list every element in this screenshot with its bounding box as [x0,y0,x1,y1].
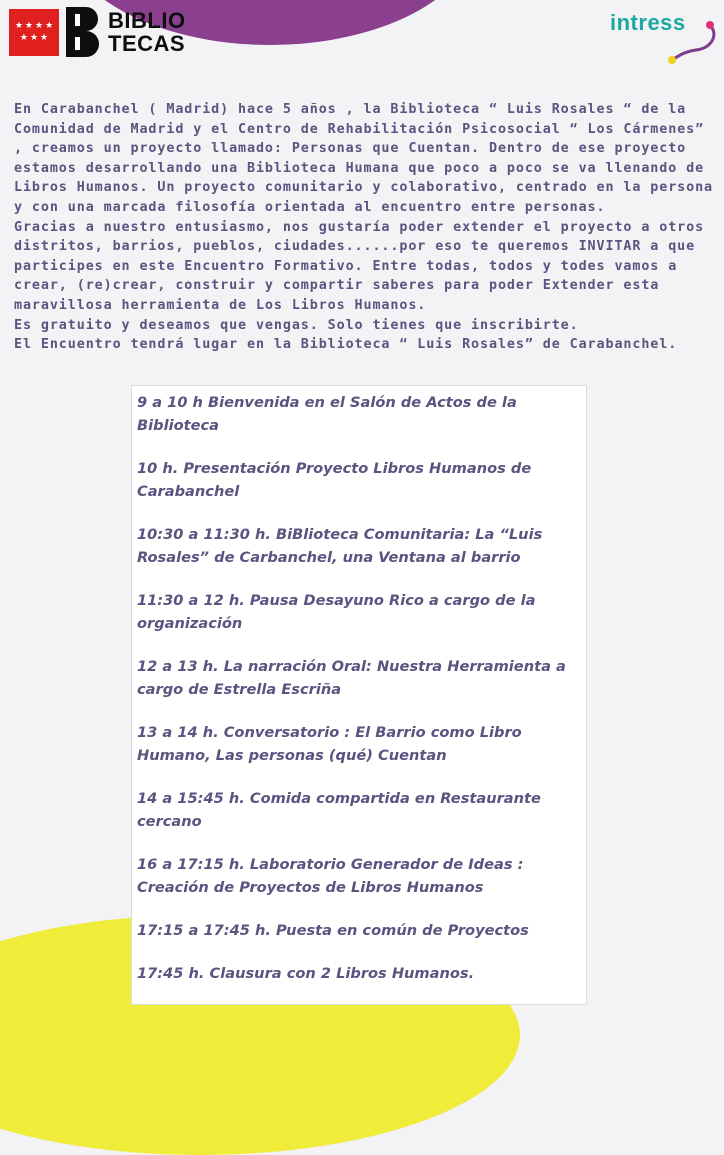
intro-text [14,100,714,355]
schedule-item: 14 a 15:45 h. Comida compartida en Restaurante cercano [137,790,541,830]
comunidad-madrid-flag-icon: ★ ★ ★ ★ ★ ★ ★ [9,9,59,56]
intress-wordmark: intress [610,10,686,35]
schedule-item: 12 a 13 h. La narración Oral: Nuestra Herramienta a cargo de Estrella Escriña [137,658,566,698]
intro-paragraph: El Encuentro tendrá lugar en la Biblioteca “ Luis Rosales” de Carabanchel. [14,337,678,353]
bibliotecas-logo [66,6,186,58]
biblio-wordmark-line1: BIBLIO [108,8,186,33]
schedule-item: 11:30 a 12 h. Pausa Desayuno Rico a cargo de la organización [137,592,536,632]
schedule-item: 10 h. Presentación Proyecto Libros Humanos de Carabanchel [137,460,532,500]
schedule-item: 9 a 10 h Bienvenida en el Salón de Actos de la Biblioteca [137,394,517,434]
schedule-item: 17:45 h. Clausura con 2 Libros Humanos. [137,965,475,982]
schedule-item: 10:30 a 11:30 h. BiBlioteca Comunitaria: La “Luis Rosales” de Carbanchel, una Ventana al barrio [137,526,543,566]
intress-swirl-icon [610,8,720,66]
intro-paragraph: Gracias a nuestro entusiasmo, nos gustaría poder extender el proyecto a otros distritos, barrios, pueblos, ciudades......por eso te queremos INVITAR a que participes en este Encuentro Formativo. Entre todas, todos y todes vamos a crear, (re)crear, construir y compartir saberes para poder Extender esta maravillosa herramienta de Los Libros Humanos. [14,219,705,313]
schedule-item: 16 a 17:15 h. Laboratorio Generador de Ideas : Creación de Proyectos de Libros Humanos [137,856,524,896]
biblio-wordmark-line2: TECAS [108,31,186,56]
intro-paragraph: Es gratuito y deseamos que vengas. Solo tienes que inscribirte. [14,317,579,333]
biblio-b-icon [66,7,102,57]
schedule-item: 13 a 14 h. Conversatorio : El Barrio como Libro Humano, Las personas (qué) Cuentan [137,724,522,764]
schedule-item: 17:15 a 17:45 h. Puesta en común de Proyectos [137,922,529,939]
schedule-card [131,385,587,1005]
intro-paragraph: En Carabanchel ( Madrid) hace 5 años , la Biblioteca “ Luis Rosales “ de la Comunidad de Madrid y el Centro de Rehabilitación Psicosocial “ Los Cármenes” , creamos un proyecto llamado: Personas que Cuentan. Dentro de ese proyecto estamos desarrollando una Biblioteca Humana que poco a poco se va llenando de Libros Humanos. Un proyecto comunitario y colaborativo, centrado en la persona y con una marcada filosofía orientada al encuentro entre personas. [14,102,714,215]
intress-logo [610,8,720,66]
